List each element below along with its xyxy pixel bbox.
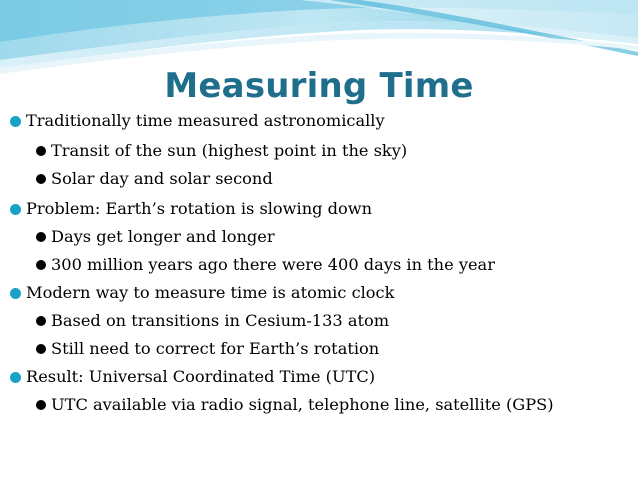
sub-bullet-item [36,139,407,163]
sub-bullet-item [36,393,554,417]
bullet-item [10,197,372,221]
bullet-text: Solar day and solar second [51,169,273,188]
bullet-text: Modern way to measure time is atomic clock [26,283,395,302]
bullet-dot-icon [10,288,21,299]
bullet-dot-icon [36,232,46,242]
bullet-dot-icon [36,400,46,410]
sub-bullet-item [36,337,379,361]
slide-title: Measuring Time [164,66,474,106]
bullet-dot-icon [36,260,46,270]
bullet-text: 300 million years ago there were 400 days in the year [51,255,495,274]
bullet-dot-icon [36,174,46,184]
sub-bullet-item [36,253,495,277]
bullet-dot-icon [36,344,46,354]
bullet-text: Transit of the sun (highest point in the sky) [51,141,408,160]
sub-bullet-item [36,225,275,249]
sub-bullet-item [36,309,389,333]
bullet-item [10,365,375,389]
bullet-dot-icon [36,316,46,326]
bullet-item [10,109,385,133]
bullet-dot-icon [36,146,46,156]
bullet-text: Still need to correct for Earth’s rotation [51,339,380,358]
bullet-text: Result: Universal Coordinated Time (UTC) [26,367,376,386]
bullet-text: Traditionally time measured astronomically [26,111,385,130]
bullet-item [10,281,394,305]
bullet-dot-icon [10,372,21,383]
sub-bullet-item [36,167,273,191]
bullet-text: Problem: Earth’s rotation is slowing down [26,199,373,218]
bullet-dot-icon [10,204,21,215]
bullet-dot-icon [10,116,21,127]
bullet-text: Based on transitions in Cesium-133 atom [51,311,390,330]
bullet-text: UTC available via radio signal, telephone line, satellite (GPS) [51,395,554,414]
bullet-text: Days get longer and longer [51,227,275,246]
